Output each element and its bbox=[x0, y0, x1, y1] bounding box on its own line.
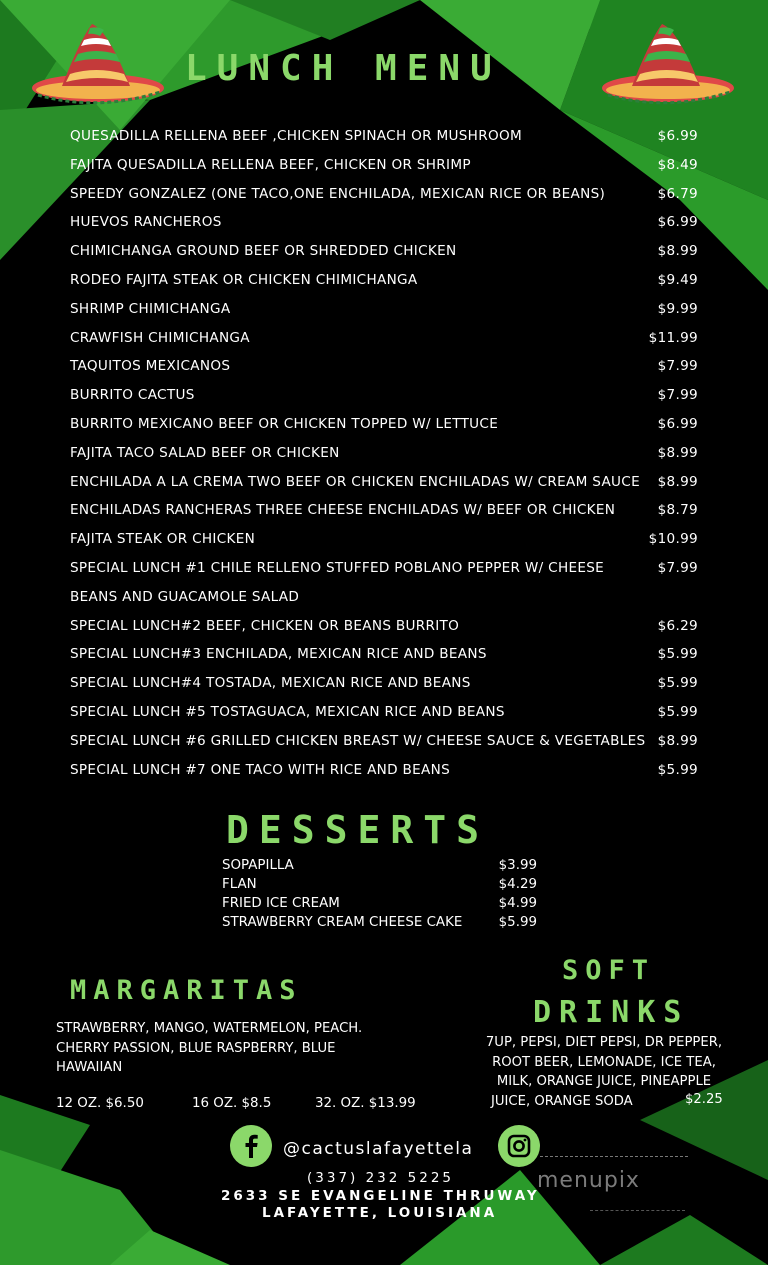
menu-item-name: ENCHILADA A LA CREMA TWO BEEF OR CHICKEN ENCHILADAS W/ CREAM SAUCE bbox=[70, 473, 640, 490]
address-line-1: 2633 SE EVANGELINE THRUWAY bbox=[221, 1188, 540, 1204]
menu-item-name: FAJITA STEAK OR CHICKEN bbox=[70, 531, 256, 548]
menu-item-name: BURRITO CACTUS bbox=[70, 387, 195, 404]
menu-item bbox=[70, 669, 700, 698]
menu-item-name: SHRIMP CHIMICHANGA bbox=[70, 300, 231, 317]
menu-item bbox=[70, 698, 700, 727]
dessert-price: $5.99 bbox=[498, 915, 537, 930]
menu-item bbox=[70, 208, 700, 237]
menu-item bbox=[70, 468, 700, 497]
menu-item-price: $8.99 bbox=[657, 732, 698, 749]
margarita-size-16oz: 16 OZ. $8.5 bbox=[192, 1096, 272, 1111]
menu-item bbox=[70, 612, 700, 641]
margarita-size-12oz: 12 OZ. $6.50 bbox=[56, 1096, 144, 1111]
menu-item-price: $8.49 bbox=[657, 156, 698, 173]
menu-item-price: $9.49 bbox=[657, 271, 698, 288]
menu-item-name: FAJITA TACO SALAD BEEF OR CHICKEN bbox=[70, 444, 340, 461]
menu-item-price: $7.99 bbox=[657, 559, 698, 576]
dessert-item bbox=[222, 875, 537, 894]
social-handle[interactable]: @cactuslafayettela bbox=[283, 1139, 474, 1159]
menu-item-name: BURRITO MEXICANO BEEF OR CHICKEN TOPPED W/ LETTUCE bbox=[70, 415, 499, 432]
menu-item-name: SPECIAL LUNCH #1 CHILE RELLENO STUFFED POBLANO PEPPER W/ CHEESE bbox=[70, 559, 605, 576]
menu-item-name: SPECIAL LUNCH#2 BEEF, CHICKEN OR BEANS BURRITO bbox=[70, 617, 460, 634]
address-line-2: LAFAYETTE, LOUISIANA bbox=[262, 1205, 498, 1221]
menu-item-price: $8.99 bbox=[657, 243, 698, 260]
menu-item bbox=[70, 295, 700, 324]
margarita-flavor-line: CHERRY PASSION, BLUE RASPBERRY, BLUE bbox=[56, 1040, 336, 1056]
menu-item bbox=[70, 583, 700, 612]
margarita-flavor-line: STRAWBERRY, MANGO, WATERMELON, PEACH. bbox=[56, 1021, 363, 1036]
soft-drinks-price: $2.25 bbox=[685, 1092, 723, 1107]
menu-item-name: SPEEDY GONZALEZ (ONE TACO,ONE ENCHILADA, MEXICAN RICE OR BEANS) bbox=[70, 185, 606, 202]
menu-item-name: RODEO FAJITA STEAK OR CHICKEN CHIMICHANGA bbox=[70, 271, 418, 288]
menu-item-price: $6.99 bbox=[657, 415, 698, 432]
soft-drink-line: MILK, ORANGE JUICE, PINEAPPLE bbox=[496, 1074, 712, 1089]
menu-item-name: FAJITA QUESADILLA RELLENA BEEF, CHICKEN OR SHRIMP bbox=[70, 156, 471, 173]
menu-item-price: $8.99 bbox=[657, 473, 698, 490]
menu-item bbox=[70, 410, 700, 439]
menu-item-price: $8.79 bbox=[657, 502, 698, 519]
menu-item-price: $5.99 bbox=[657, 703, 698, 720]
watermark-logo: menupix bbox=[537, 1168, 640, 1193]
instagram-icon[interactable] bbox=[498, 1125, 540, 1167]
phone-number[interactable]: (337) 232 5225 bbox=[307, 1170, 455, 1186]
menu-item-name: BEANS AND GUACAMOLE SALAD bbox=[70, 588, 300, 605]
menu-item-name: TAQUITOS MEXICANOS bbox=[70, 358, 231, 375]
dessert-price: $4.99 bbox=[498, 896, 537, 911]
dessert-name: FRIED ICE CREAM bbox=[222, 896, 340, 911]
menu-item bbox=[70, 554, 700, 583]
menu-item bbox=[70, 439, 700, 468]
menu-item bbox=[70, 122, 700, 151]
menu-item bbox=[70, 525, 700, 554]
soft-drinks-title-1: SOFT bbox=[562, 955, 656, 986]
menu-item-price: $6.99 bbox=[657, 128, 698, 144]
menu-item-price: $5.99 bbox=[657, 646, 698, 663]
menu-item-price: $9.99 bbox=[657, 300, 698, 317]
menu-item-price: $8.99 bbox=[657, 444, 698, 461]
menu-item-price: $11.99 bbox=[648, 329, 698, 346]
watermark-divider bbox=[590, 1210, 685, 1211]
dessert-name: SOPAPILLA bbox=[222, 858, 294, 873]
soft-drink-line: 7UP, PEPSI, DIET PEPSI, DR PEPPER, bbox=[485, 1035, 723, 1050]
dessert-name: STRAWBERRY CREAM CHEESE CAKE bbox=[222, 915, 463, 930]
menu-item-name: SPECIAL LUNCH #5 TOSTAGUACA, MEXICAN RICE AND BEANS bbox=[70, 703, 505, 720]
menu-item bbox=[70, 756, 700, 785]
menu-item-price: $7.99 bbox=[657, 358, 698, 375]
soft-drinks-title-2: DRINKS bbox=[533, 995, 690, 1030]
menu-item bbox=[70, 727, 700, 756]
dessert-price: $4.29 bbox=[498, 877, 537, 892]
menu-item bbox=[70, 324, 700, 353]
dessert-price: $3.99 bbox=[498, 858, 537, 873]
menu-item bbox=[70, 640, 700, 669]
facebook-icon[interactable] bbox=[230, 1125, 272, 1167]
menu-item-name: ENCHILADAS RANCHERAS THREE CHEESE ENCHILADAS W/ BEEF OR CHICKEN bbox=[70, 502, 616, 519]
menu-item-name: CRAWFISH CHIMICHANGA bbox=[70, 329, 250, 346]
menu-item-price: $6.29 bbox=[657, 617, 698, 634]
menu-item-price: $6.79 bbox=[657, 185, 698, 202]
menu-item-price: $6.99 bbox=[657, 214, 698, 231]
margarita-flavor-line: HAWAIIAN bbox=[56, 1060, 123, 1075]
menu-item bbox=[70, 381, 700, 410]
desserts-list bbox=[222, 856, 537, 932]
menu-item bbox=[70, 180, 700, 209]
menu-item-name: SPECIAL LUNCH #6 GRILLED CHICKEN BREAST W/ CHEESE SAUCE & VEGETABLES bbox=[70, 732, 646, 749]
menu-item-name: QUESADILLA RELLENA BEEF ,CHICKEN SPINACH OR MUSHROOM bbox=[70, 128, 522, 144]
menu-item-name: HUEVOS RANCHEROS bbox=[70, 214, 222, 231]
menu-item bbox=[70, 237, 700, 266]
menu-item-name: SPECIAL LUNCH #7 ONE TACO WITH RICE AND BEANS bbox=[70, 761, 451, 778]
soft-drink-line: ROOT BEER, LEMONADE, ICE TEA, bbox=[492, 1054, 716, 1070]
dessert-name: FLAN bbox=[222, 877, 257, 892]
lunch-menu-list bbox=[70, 122, 700, 784]
desserts-title: DESSERTS bbox=[226, 808, 490, 852]
menu-item-price: $10.99 bbox=[648, 531, 698, 548]
menu-item bbox=[70, 352, 700, 381]
menu-item-name: SPECIAL LUNCH#3 ENCHILADA, MEXICAN RICE AND BEANS bbox=[70, 646, 487, 663]
menu-item-price: $5.99 bbox=[657, 761, 698, 778]
dessert-item bbox=[222, 894, 537, 913]
menu-item-name: SPECIAL LUNCH#4 TOSTADA, MEXICAN RICE AND BEANS bbox=[70, 675, 471, 692]
menu-item bbox=[70, 496, 700, 525]
margaritas-title: MARGARITAS bbox=[70, 975, 303, 1006]
dessert-item bbox=[222, 856, 537, 875]
menu-item-name: CHIMICHANGA GROUND BEEF OR SHREDDED CHICKEN bbox=[70, 243, 457, 260]
dessert-item bbox=[222, 913, 537, 932]
lunch-menu-title: LUNCH MENU bbox=[185, 48, 502, 89]
margarita-size-32oz: 32. OZ. $13.99 bbox=[315, 1096, 416, 1111]
menu-item bbox=[70, 266, 700, 295]
menu-item-price: $5.99 bbox=[657, 675, 698, 692]
soft-drink-line: JUICE, ORANGE SODA bbox=[491, 1093, 633, 1109]
watermark-divider bbox=[540, 1156, 688, 1157]
margarita-flavors bbox=[56, 1019, 396, 1078]
menu-item-price: $7.99 bbox=[657, 387, 698, 404]
menu-item bbox=[70, 151, 700, 180]
